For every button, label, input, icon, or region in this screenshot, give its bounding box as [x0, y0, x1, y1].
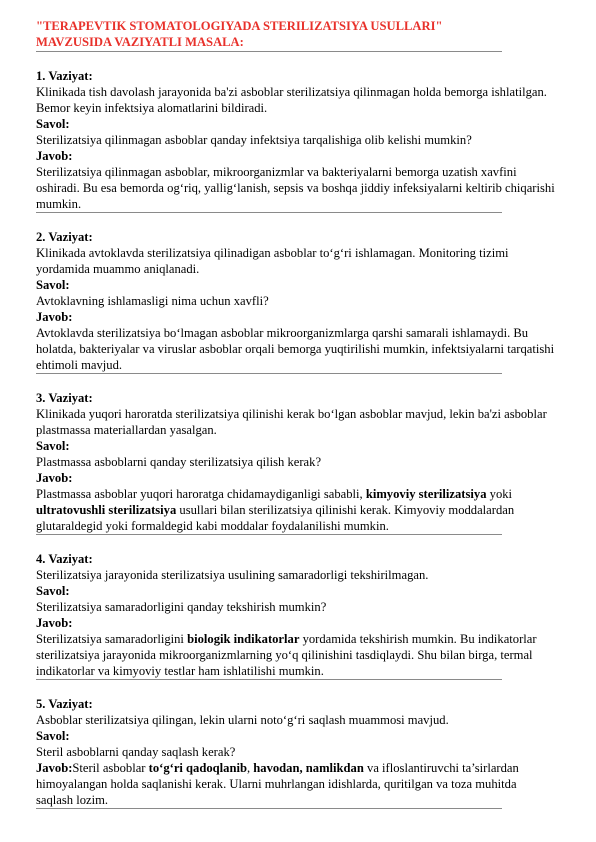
- case-answer: Avtoklavda sterilizatsiya bo‘lmagan asboblar mikroorganizmlarga qarshi samarali ishlamaydi. Bu holatda, bakteriyalar va viruslar asboblar orqali bemorga yuqtirilishi mumkin, infektsiyalarni tarqatishi ehtimoli mavjud.: [36, 326, 555, 372]
- case-4: [36, 551, 556, 680]
- case-5-block: [36, 696, 519, 809]
- case-answer: Sterilizatsiya qilinmagan asboblar, mikroorganizmlar va bakteriyalarni bemorga uzatish xavfini oshiradi. Bu esa bemorda og‘riq, yallig‘lanish, sepsis va boshqa jiddiy infeksiyalarni keltirib chiqarishi mumkin.: [36, 165, 555, 211]
- case-heading: 1. Vaziyat:: [36, 69, 93, 83]
- case-situation: Klinikada avtoklavda sterilizatsiya qilinadigan asboblar to‘g‘ri ishlamagan. Monitoring tizimi yordamida muammo aniqlanadi.: [36, 246, 509, 276]
- case-5: [36, 696, 556, 809]
- answer-label: Javob:: [36, 761, 73, 775]
- answer-label: Javob:: [36, 471, 73, 485]
- case-situation: Klinikada tish davolash jarayonida ba'zi asboblar sterilizatsiya qilinmagan holda bemorga ishlatilgan. Bemor keyin infektsiya alomatlarini bildiradi.: [36, 85, 547, 115]
- answer-text: yordamida tekshirish mumkin. Bu indikatorlar sterilizatsiya jarayonida mikroorganizmlarning yo‘q qilinishini tasdiqlaydi. Shu bilan birga, termal indikatorlar va kimyoviy testlar ham ishlatilishi mumkin.: [36, 632, 537, 678]
- case-1: [36, 68, 556, 213]
- question-label: Savol:: [36, 729, 70, 743]
- case-answer: [36, 486, 556, 534]
- case-2: [36, 229, 556, 374]
- case-heading: 4. Vaziyat:: [36, 552, 93, 566]
- case-heading: 5. Vaziyat:: [36, 697, 93, 711]
- answer-emphasis: havodan, namlikdan: [253, 761, 364, 775]
- case-answer: [36, 631, 556, 679]
- answer-emphasis: kimyoviy sterilizatsiya: [365, 487, 487, 501]
- question-label: Savol:: [36, 584, 70, 598]
- title-line-1: "TERAPEVTIK STOMATOLOGIYADA STERILIZATSIYA USULLARI": [36, 19, 443, 33]
- answer-emphasis: to‘g‘ri qadoqlanib: [148, 761, 247, 775]
- case-situation: Sterilizatsiya jarayonida sterilizatsiya usulining samaradorligi tekshirilmagan.: [36, 568, 429, 582]
- answer-emphasis: ultratovushli sterilizatsiya: [36, 503, 177, 517]
- case-3: [36, 390, 556, 535]
- case-4-block: [36, 551, 537, 680]
- case-situation: Klinikada yuqori haroratda sterilizatsiya qilinishi kerak bo‘lgan asboblar mavjud, lekin ba'zi asboblar plastmassa materiallardan yasalgan.: [36, 407, 547, 437]
- case-3-block: [36, 390, 547, 535]
- document-title: [36, 18, 502, 52]
- question-label: Savol:: [36, 117, 70, 131]
- answer-emphasis: biologik indikatorlar: [187, 632, 300, 646]
- answer-text: Steril asboblar: [72, 761, 149, 775]
- answer-text: usullari bilan sterilizatsiya qilinishi kerak. Kimyoviy moddalardan glutaraldegid yoki formaldegid kabi moddalar foydalanilishi mumkin.: [36, 503, 515, 533]
- case-question: Plastmassa asboblarni qanday sterilizatsiya qilish kerak?: [36, 455, 322, 469]
- case-answer: [36, 760, 556, 808]
- case-question: Avtoklavning ishlamasligi nima uchun xavfli?: [36, 294, 269, 308]
- case-heading: 2. Vaziyat:: [36, 230, 93, 244]
- case-question: Sterilizatsiya qilinmagan asboblar qanday infektsiya tarqalishiga olib kelishi mumkin?: [36, 133, 472, 147]
- answer-label: Javob:: [36, 616, 73, 630]
- answer-text: Plastmassa asboblar yuqori haroratga chidamaydiganligi sababli,: [36, 487, 366, 501]
- question-label: Savol:: [36, 278, 70, 292]
- answer-label: Javob:: [36, 149, 73, 163]
- answer-text: yoki: [486, 487, 513, 501]
- answer-text: ,: [246, 761, 254, 775]
- case-1-block: [36, 68, 555, 213]
- case-situation: Asboblar sterilizatsiya qilingan, lekin ularni noto‘g‘ri saqlash muammosi mavjud.: [36, 713, 449, 727]
- title-line-2: MAVZUSIDA VAZIYATLI MASALA:: [36, 35, 244, 49]
- case-2-block: [36, 229, 555, 374]
- answer-text: va ifloslantiruvchi ta’sirlardan himoyalangan holda saqlanishi kerak. Ularni muhrlangan idishlarda, quritilgan va toza muhitda saqlash lozim.: [36, 761, 519, 807]
- case-heading: 3. Vaziyat:: [36, 391, 93, 405]
- answer-label: Javob:: [36, 310, 73, 324]
- question-label: Savol:: [36, 439, 70, 453]
- document-content: [36, 18, 556, 809]
- answer-text: Sterilizatsiya samaradorligini: [36, 632, 188, 646]
- case-question: Sterilizatsiya samaradorligini qanday tekshirish mumkin?: [36, 600, 327, 614]
- case-question: Steril asboblarni qanday saqlash kerak?: [36, 745, 236, 759]
